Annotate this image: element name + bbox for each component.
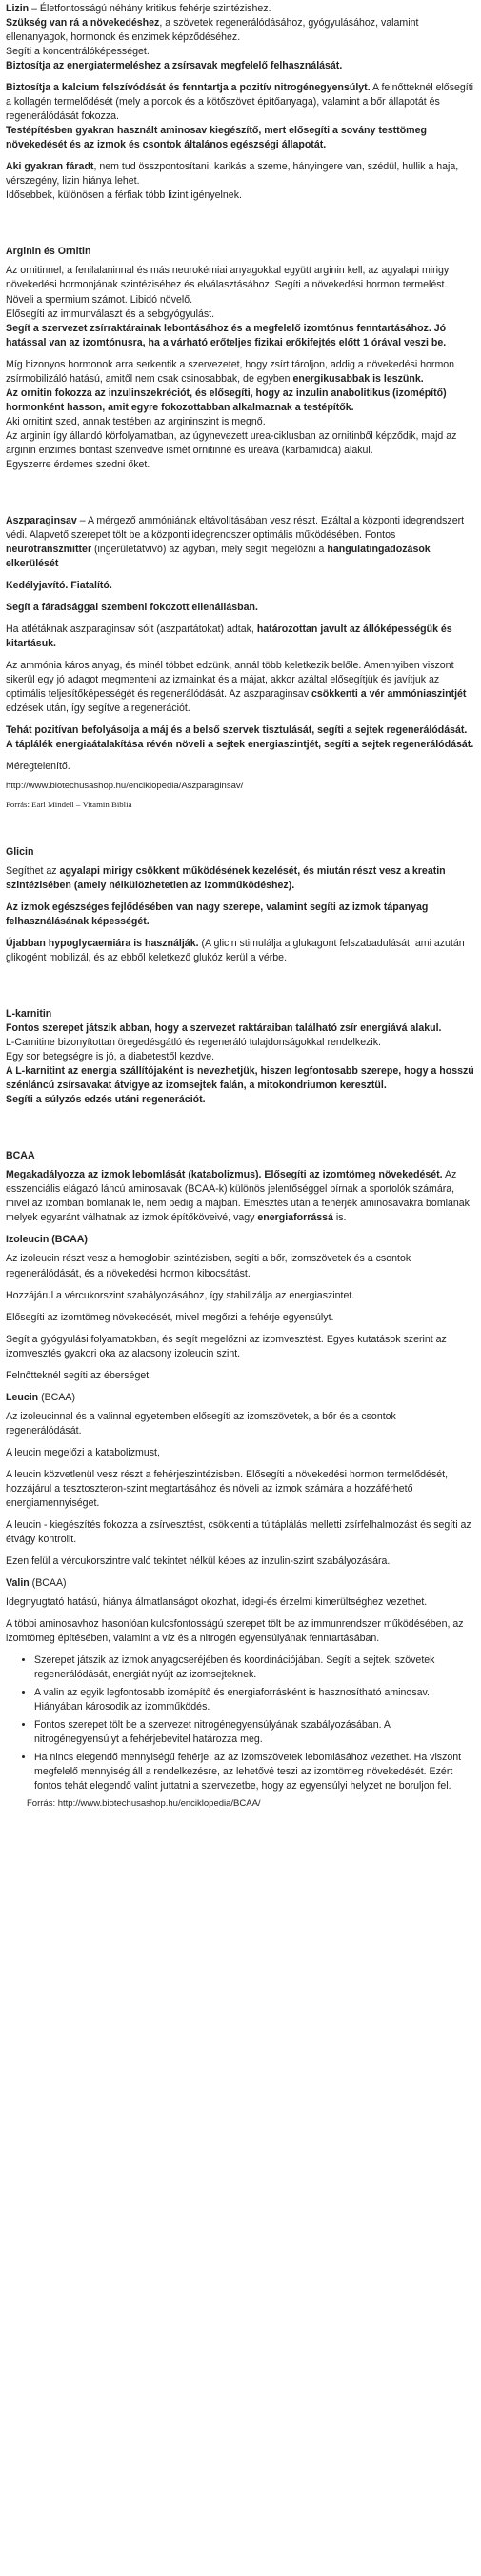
text: Míg bizonyos hormonok arra serkentik a szervezetet, hogy zsírt tároljon, addig a növekedési hormon zsírmobilizáló hatású, amitől nem csak csinosabbak, de egyben xyxy=(6,358,455,385)
text: Ha atlétáknak aszparaginsav sóit (aszpartátokat) adtak, xyxy=(6,624,257,636)
izoleucin-list xyxy=(6,1252,474,1382)
arginin-para-2 xyxy=(6,358,474,472)
aszparagin-atletak xyxy=(6,623,474,651)
aszparagin-faradsag: Segít a fáradsággal szembeni fokozott ellenállásban. xyxy=(6,602,258,614)
text: , a szövetek regenerálódásához, gyógyulásához, valamint ellenanyagok, hormonok és enzimek képződéséhez. xyxy=(6,17,419,44)
text: is. xyxy=(332,1212,347,1224)
list-item: • Ha nincs elegendő mennyiségű fehérje, az az izomszövetek lebomlásához vezethet. Ha viszont megfelelő mennyiség áll a rendelkezésre, az lehetővé teszi az izomtömeg növekedését. Ezért fontos tehát elegendő valint juttatni a szervezetbe, hogy az egyensúlyi helyzet ne boruljon fel. xyxy=(34,1751,474,1793)
text: Az arginin így állandó körfolyamatban, az úgynevezett urea-ciklusban az ornitinből képződik, majd az arginin enzimes bontást szenvedve ismét ornitinné és ureává (karbamiddá) alakul. xyxy=(6,429,457,456)
aszparagin-kedelyjavito: Kedélyjavító. Fiatalító. xyxy=(6,580,112,591)
paragraph: Az izoleucin részt vesz a hemoglobin szintézisben, segíti a bőr, izomszövetek és a csontok regenerálódását, és a növekedési hormon kibocsátást. xyxy=(6,1253,411,1279)
paragraph: A leucin megelőzi a katabolizmust, xyxy=(6,1446,160,1458)
aszparagin-source: Forrás: Earl Mindell – Vitamin Biblia xyxy=(6,800,132,810)
paragraph: Idegnyugtató hatású, hiánya álmatlanságot okozhat, idegi-és érzelmi kimerültséghez vezethet. xyxy=(6,1596,428,1609)
aszparagin-maj: Tehát pozitívan befolyásolja a máj és a belső szervek tisztulását, segíti a sejtek regenerálódását. A táplálék energiaátalakítása révén növeli a sejtek energiaszintjét, segíti a sejtek regenerálódását. xyxy=(6,724,474,751)
lizin-deficiency xyxy=(6,160,474,203)
leucin-title: Leucin (BCAA) xyxy=(6,1391,75,1403)
text: Elősegíti az immunválaszt és a sebgyógyulást. xyxy=(6,307,215,320)
bold-text: Az ornitin fokozza az inzulinszekréciót, és elősegíti, hogy az inzulin anabolitikus (izomépítő) hormonként hasson, amit egyre fokozottabban alkalmaznak a testépítők. xyxy=(6,386,447,413)
leucin-list xyxy=(6,1410,474,1569)
izoleucin-title: Izoleucin (BCAA) xyxy=(6,1234,88,1246)
bold-text: Segíti a súlyzós edzés utáni regenerációt. xyxy=(6,1094,206,1106)
paragraph: Ezen felül a vércukorszintre való tekintet nélkül képes az inzulin-szint szabályozására. xyxy=(6,1555,391,1567)
aszparagin-link[interactable]: http://www.biotechusashop.hu/enciklopedia/Aszparaginsav/ xyxy=(6,781,244,792)
bold-text: neurotranszmitter xyxy=(6,543,92,555)
bold-text: Aki gyakran fáradt xyxy=(6,161,94,173)
text: (A glicin stimulálja a glukagont felszabadulását, ami azután glikogént mobilizál, és az ebből keletkező glukóz kerül a vérbe. xyxy=(6,938,465,964)
text: Segíthet az xyxy=(6,864,60,877)
paragraph: Felnőtteknél segíti az éberséget. xyxy=(6,1369,152,1381)
aszparagin-ammonia xyxy=(6,659,474,716)
bold-text: csökkenti a vér ammóniaszintjét xyxy=(311,688,467,701)
bcaa-source: Forrás: http://www.biotechusashop.hu/enciklopedia/BCAA/ xyxy=(27,1798,261,1810)
text: , nem tud összpontosítani, karikás a szeme, hányingere van, szédül, hullik a haja, vérszegény, lizin hiánya lehet. xyxy=(6,161,459,188)
text: Egy sor betegségre is jó, a diabetestől kezdve. xyxy=(6,1051,215,1063)
text: Az ornitinnel, a fenilalaninnal és más neurokémiai anyagokkal együtt arginin kell, az agyalapi mirigy növekedési hormonjának szintéziséhez és elválasztásához. Segíti a növekedési hormon termelést. xyxy=(6,265,450,291)
bold-text: határozottan javult az állóképességük és kitartásuk. xyxy=(6,624,452,650)
text: L-Carnitine bizonyítottan öregedésgátló és regeneráló tulajdonságokkal rendelkezik. xyxy=(6,1037,381,1049)
list-item: • Szerepet játszik az izmok anyagcseréjében és koordinációjában. Segíti a sejtek, szövetek regenerálódását, energiát nyújt az izomsejteknek. xyxy=(34,1654,474,1682)
glicin-para-3 xyxy=(6,937,474,965)
karnitin-block xyxy=(6,1007,474,1107)
text: edzések után, így segítve a regenerációt. xyxy=(6,703,190,715)
lizin-intro xyxy=(6,2,474,73)
bold-text: Biztosítja az energiatermeléshez a zsírsavak megfelelő felhasználását. xyxy=(6,60,343,72)
aszparagin-intro xyxy=(6,514,474,571)
paragraph: Elősegíti az izomtömeg növekedését, mivel megőrzi a fehérje egyensúlyt. xyxy=(6,1311,334,1323)
text: – A mérgező ammóniának eltávolításában vesz részt. Ezáltal a központi idegrendszert védi. Alapvető szerepet tölt be a központi idegrendszer optimális működésében. Fontos xyxy=(6,514,465,541)
text: Az esszenciális elágazó láncú aminosavak (BCAA-k) különös jelentőséggel bírnak a sportolók számára, mivel az izomban bomlanak le, nem pedig a májban. Emésztés után a fehérjék aminosavakra bomlanak, melyek egyaránt válhatnak az izmok építőköveivé, vagy xyxy=(6,1169,472,1224)
arginin-para-1 xyxy=(6,264,474,349)
lizin-calcium xyxy=(6,81,474,152)
paragraph: A leucin - kiegészítés fokozza a zsírvesztést, csökkenti a túltáplálás melletti zsírfelhalmozást és segíti az étvágy kontrollt. xyxy=(6,1518,471,1545)
bcaa-intro xyxy=(6,1168,474,1225)
glicin-title: Glicin xyxy=(6,845,34,858)
text: – Életfontosságú néhány kritikus fehérje szintézishez. xyxy=(29,3,271,14)
arginin-title: Arginin és Ornitin xyxy=(6,246,91,258)
bold-text: energiaforrássá xyxy=(257,1212,333,1224)
bold-text: Lizin xyxy=(6,3,30,14)
list-item: • A valin az egyik legfontosabb izomépítő és energiaforrásként is hasznosítható aminosav. Hiányában károsodik az izomműködés. xyxy=(34,1686,474,1714)
bold-text: Segít a szervezet zsírraktárainak lebontásához és a megfelelő izomtónus fenntartásához. Jó hatással van az izomtónusra, ha a várható erőteljes fizikai erőkifejtés előtt 1 órával veszi be. xyxy=(6,322,447,348)
glicin-para-1 xyxy=(6,864,474,893)
bcaa-title: BCAA xyxy=(6,1150,35,1162)
bold-text: agyalapi mirigy csökkent működésének kezelését, és miután részt vesz a kreatin szintézisében (amely nélkülözhetetlen az izomműködéshez). xyxy=(6,864,446,891)
text: (ingerületátvivő) az agyban, mely segít megelőzni a xyxy=(91,543,328,555)
text: Segíti a koncentrálóképességet. xyxy=(6,46,150,58)
text: Növeli a spermium számot. Libidó növelő. xyxy=(6,293,193,306)
bold-text: Megakadályozza az izmok lebomlását (katabolizmus). Elősegíti az izomtömeg növekedését. xyxy=(6,1169,443,1181)
bold-text: A L-karnitint az energia szállítójaként is nevezhetjük, hiszen legfontosabb szerepe, hogy a hosszú szénláncú zsírsavakat átvigye az izomsejtek falán, a mitokondriumon keresztül. xyxy=(6,1065,474,1092)
bold-text: Aszparaginsav xyxy=(6,514,77,526)
text: A felnőtteknél elősegíti a kollagén termelődését (mely a porcok és a kötőszövet építőanyaga), valamint a bőr állapotát és regenerálódását fokozza. xyxy=(6,82,474,123)
valin-bullet-list xyxy=(6,1654,474,1793)
bold-text: energikusabbak is leszünk. xyxy=(292,372,424,385)
valin-list xyxy=(6,1595,474,1646)
paragraph: Hozzájárul a vércukorszint szabályozásához, így stabilizálja az energiaszintet. xyxy=(6,1289,355,1301)
paragraph: A többi aminosavhoz hasonlóan kulcsfontosságú szerepet tölt be az immunrendszer működésében, az izomtömeg építésében, valamint a víz és a nitrogén egyensúlyának fenntartásában. xyxy=(6,1618,464,1645)
text: Az ammónia káros anyag, és minél többet edzünk, annál több keletkezik belőle. Amennyiben viszont sikerül egy jó adagot megmenteni az izmainkat és a májat, akkor azáltal elősegítjük és javítjuk az optimális teljesítőképességét és regenerálódását. Az aszparaginsav xyxy=(6,660,454,701)
aszparagin-meregtelenito: Méregtelenítő. xyxy=(6,761,70,773)
glicin-para-2: Az izmok egészséges fejlődésében van nagy szerepe, valamint segíti az izmok tápanyag felhasználásának képességét. xyxy=(6,901,429,927)
bold-text: hangulatingadozások elkerülését xyxy=(6,543,431,569)
list-item: • Fontos szerepet tölt be a szervezet nitrogénegyensúlyának szabályozásában. A nitrogénegyensúlyt a fehérjebevitel határozza meg. xyxy=(34,1718,474,1747)
text: Idősebbek, különösen a férfiak több lizint igényelnek. xyxy=(6,189,242,202)
bold-text: L-karnitin xyxy=(6,1008,52,1020)
bold-text: Szükség van rá a növekedéshez xyxy=(6,17,160,30)
bold-text: Testépítésben gyakran használt aminosav kiegészítő, mert elősegíti a sovány testtömeg növekedését és az izmok és csontok általános egészségi állapotát. xyxy=(6,125,427,151)
valin-title: Valin (BCAA) xyxy=(6,1577,67,1590)
bold-text: Újabban hypoglycaemiára is használják. xyxy=(6,938,199,950)
text: Aki ornitint szed, annak testében az argininszint is megnő. xyxy=(6,415,266,427)
text: Egyszerre érdemes szedni őket. xyxy=(6,458,150,470)
bold-text: Fontos szerepet játszik abban, hogy a szervezet raktáraiban található zsír energiává alakul. xyxy=(6,1022,442,1035)
paragraph: Segít a gyógyulási folyamatokban, és segít megelőzni az izomvesztést. Egyes kutatások szerint az izomvesztés gyakori oka az alacsony izoleucin szint. xyxy=(6,1333,447,1359)
paragraph: Az izoleucinnal és a valinnal egyetemben elősegíti az izomszövetek, a bőr és a csontok regenerálódását. xyxy=(6,1410,396,1437)
bold-text: Biztosítja a kalcium felszívódását és fenntartja a pozitív nitrogénegyensúlyt. xyxy=(6,82,371,94)
paragraph: A leucin közvetlenül vesz részt a fehérjeszintézisben. Elősegíti a növekedési hormon termelődését, hozzájárul a tesztoszteron-szint megtartásához és növeli az izmok számára a hozzáférhető energiamennyiséget. xyxy=(6,1468,449,1509)
